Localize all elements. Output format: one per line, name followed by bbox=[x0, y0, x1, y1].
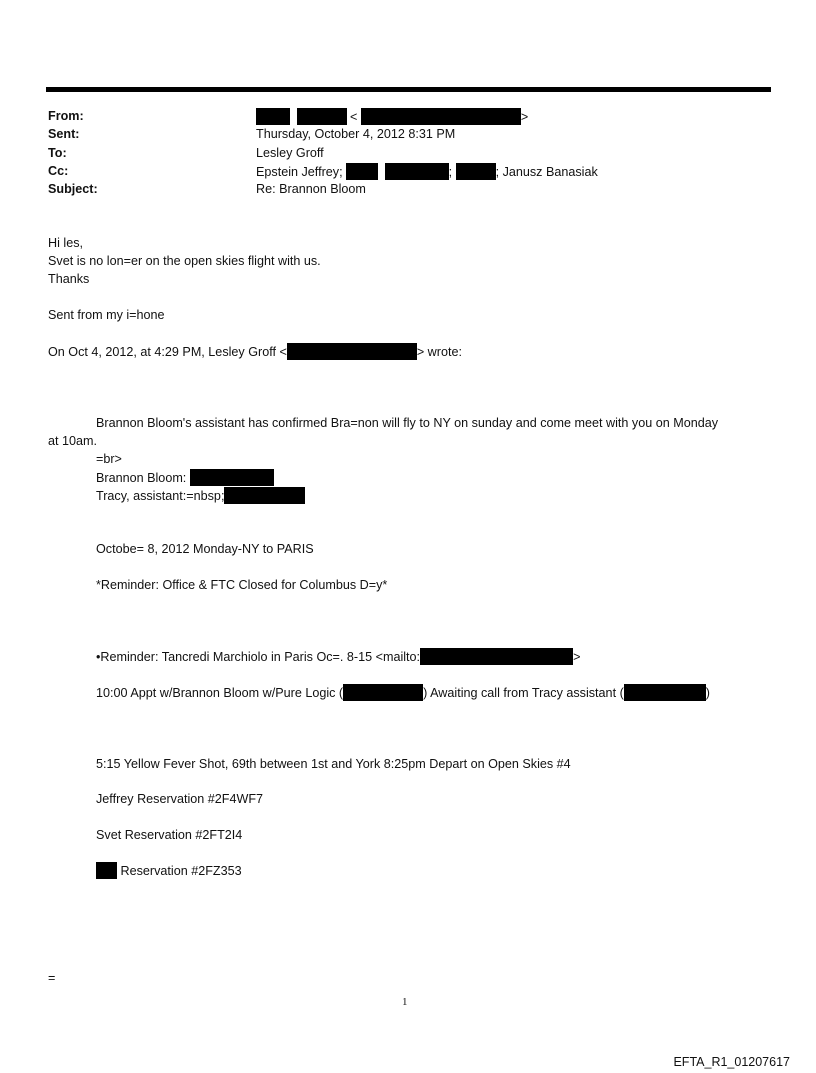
cc-label: Cc: bbox=[48, 164, 69, 178]
reminder-tancredi-a: •Reminder: Tancredi Marchiolo in Paris Oc=. 8-15 <mailto: bbox=[96, 650, 421, 664]
redaction-box bbox=[96, 862, 117, 879]
quoted-paragraph: Brannon Bloom's assistant has confirmed Bra=non will fly to NY on sunday and come meet with you on Monday bbox=[96, 416, 719, 430]
reminder-tancredi bbox=[96, 648, 580, 665]
reminder-columbus: *Reminder: Office & FTC Closed for Columbus D=y* bbox=[96, 578, 388, 592]
redaction-box bbox=[190, 469, 274, 486]
appt-line bbox=[96, 684, 710, 701]
redaction-box bbox=[624, 684, 706, 701]
reservation-redacted-text: Reservation #2FZ353 bbox=[120, 864, 242, 878]
from-lt: < bbox=[350, 110, 358, 124]
thanks: Thanks bbox=[48, 272, 90, 286]
redaction-box bbox=[343, 684, 423, 701]
from-label: From: bbox=[48, 109, 84, 123]
reminder-tancredi-b: > bbox=[573, 650, 581, 664]
footer-id: EFTA_R1_01207617 bbox=[673, 1055, 790, 1069]
reservation-svet: Svet Reservation #2FT2I4 bbox=[96, 828, 243, 842]
sent-label: Sent: bbox=[48, 127, 80, 141]
redaction-box bbox=[224, 487, 305, 504]
reservation-redacted bbox=[96, 862, 242, 879]
quoted-paragraph-cont: at 10am. bbox=[48, 434, 98, 448]
subject-value: Re: Brannon Bloom bbox=[256, 182, 366, 196]
sent-value: Thursday, October 4, 2012 8:31 PM bbox=[256, 127, 456, 141]
cc-part2: ; Janusz Banasiak bbox=[495, 165, 598, 179]
to-label: To: bbox=[48, 146, 67, 160]
brannon-line bbox=[96, 469, 274, 486]
signature: Sent from my i=hone bbox=[48, 308, 165, 322]
october-line: Octobe= 8, 2012 Monday-NY to PARIS bbox=[96, 542, 314, 556]
quote-intro-a: On Oct 4, 2012, at 4:29 PM, Lesley Groff < bbox=[48, 345, 287, 359]
redaction-box bbox=[256, 108, 290, 125]
appt-a: 10:00 Appt w/Brannon Bloom w/Pure Logic ( bbox=[96, 686, 344, 700]
cc-value bbox=[256, 163, 598, 180]
redaction-box bbox=[287, 343, 417, 360]
appt-b: ) Awaiting call from Tracy assistant ( bbox=[423, 686, 624, 700]
redaction-box bbox=[346, 163, 378, 180]
redaction-box bbox=[385, 163, 449, 180]
trailing-equals: = bbox=[48, 971, 56, 985]
to-value: Lesley Groff bbox=[256, 146, 324, 160]
redaction-box bbox=[456, 163, 496, 180]
redaction-box bbox=[420, 648, 573, 665]
from-gt: > bbox=[520, 110, 529, 124]
page-number: 1 bbox=[402, 996, 408, 1008]
body-line: Svet is no lon=er on the open skies flight with us. bbox=[48, 254, 321, 268]
cc-part1: Epstein Jeffrey; bbox=[256, 165, 343, 179]
brannon-label: Brannon Bloom: bbox=[96, 471, 187, 485]
br-tag: =br> bbox=[96, 452, 122, 466]
redaction-box bbox=[361, 108, 521, 125]
redaction-box bbox=[297, 108, 347, 125]
tracy-line bbox=[96, 487, 305, 504]
yellow-fever-line: 5:15 Yellow Fever Shot, 69th between 1st and York 8:25pm Depart on Open Skies #4 bbox=[96, 757, 571, 771]
header-rule bbox=[46, 87, 771, 92]
quote-intro bbox=[48, 343, 462, 360]
greeting: Hi les, bbox=[48, 236, 83, 250]
reservation-jeffrey: Jeffrey Reservation #2F4WF7 bbox=[96, 792, 264, 806]
subject-label: Subject: bbox=[48, 182, 98, 196]
appt-c: ) bbox=[705, 686, 710, 700]
from-value bbox=[256, 108, 528, 125]
quote-intro-b: > wrote: bbox=[416, 345, 462, 359]
cc-sep: ; bbox=[448, 165, 453, 179]
tracy-label: Tracy, assistant:=nbsp; bbox=[96, 489, 225, 503]
